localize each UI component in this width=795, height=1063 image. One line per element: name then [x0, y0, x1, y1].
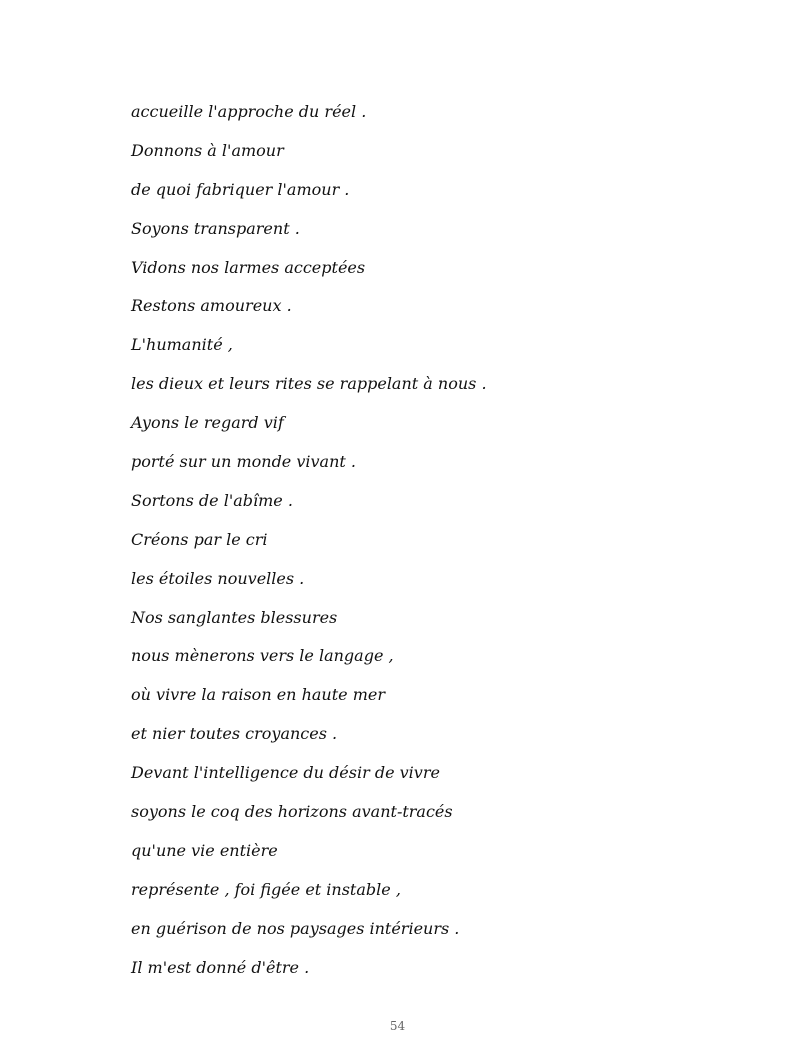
poem-line: représente , foi figée et instable ,: [131, 879, 401, 899]
poem-line: qu'une vie entière: [131, 840, 278, 860]
poem-line: en guérison de nos paysages intérieurs .: [131, 918, 460, 938]
poem-line: L'humanité ,: [131, 335, 233, 355]
poem-line: nous mènerons vers le langage ,: [131, 646, 394, 666]
poem-line: soyons le coq des horizons avant-tracés: [131, 802, 453, 822]
poem-line: accueille l'approche du réel .: [131, 102, 367, 121]
poem-line: Sortons de l'abîme .: [131, 490, 293, 510]
poem-line: porté sur un monde vivant .: [131, 452, 356, 472]
poem-line: où vivre la raison en haute mer: [131, 685, 385, 705]
poem-line: les dieux et leurs rites se rappelant à nous .: [131, 374, 487, 394]
poem-text: [131, 100, 487, 994]
poem-line: Il m'est donné d'être .: [131, 957, 310, 977]
page-number: 54: [389, 1019, 406, 1033]
poem-line: Nos sanglantes blessures: [131, 607, 338, 627]
poem-line: et nier toutes croyances .: [131, 724, 338, 744]
poem-line: Ayons le regard vif: [131, 413, 284, 433]
poem-line: Donnons à l'amour: [131, 140, 284, 160]
poem-line: Devant l'intelligence du désir de vivre: [131, 763, 440, 783]
poem-line: Restons amoureux .: [131, 296, 292, 316]
poem-line: Créons par le cri: [131, 529, 268, 549]
poem-line: Vidons nos larmes acceptées: [131, 257, 366, 277]
poem-line: les étoiles nouvelles .: [131, 568, 305, 588]
poem-line: de quoi fabriquer l'amour .: [131, 179, 350, 199]
poem-line: Soyons transparent .: [131, 218, 300, 238]
